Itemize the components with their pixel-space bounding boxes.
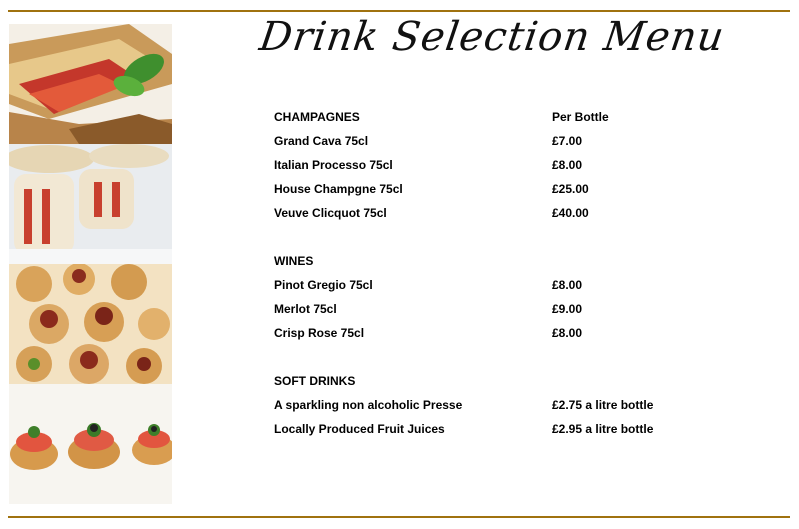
drink-price: £7.00	[552, 134, 583, 148]
drink-name: Grand Cava 75cl	[274, 134, 369, 148]
section-heading: WINES	[274, 254, 314, 268]
pastry-roll-image	[9, 144, 172, 264]
drink-price: £40.00	[552, 206, 589, 220]
drink-price: £2.75 a litre bottle	[552, 398, 654, 412]
drink-price: £9.00	[552, 302, 583, 316]
section-heading: SOFT DRINKS	[274, 374, 356, 388]
drink-name: Merlot 75cl	[274, 302, 337, 316]
drink-name: Veuve Clicquot 75cl	[274, 206, 387, 220]
menu-row	[274, 153, 694, 177]
menu-row	[274, 177, 694, 201]
drink-price: £8.00	[552, 326, 583, 340]
menu-row	[274, 417, 694, 441]
section-price-heading: Per Bottle	[552, 110, 609, 124]
top-divider	[8, 10, 790, 12]
canape-platter-image	[9, 264, 172, 384]
menu-row	[274, 201, 694, 225]
drink-price: £8.00	[552, 158, 583, 172]
section-heading-champagnes	[274, 105, 694, 129]
drink-menu	[274, 105, 694, 441]
page-title: Drink Selection Menu	[256, 14, 728, 60]
menu-row	[274, 393, 694, 417]
section-heading: CHAMPAGNES	[274, 110, 360, 124]
bottom-divider	[8, 516, 790, 518]
food-photo-column	[9, 24, 172, 504]
menu-row	[274, 273, 694, 297]
drink-name: Pinot Gregio 75cl	[274, 278, 373, 292]
drink-name: Crisp Rose 75cl	[274, 326, 365, 340]
drink-name: Italian Processo 75cl	[274, 158, 393, 172]
section-spacer	[274, 345, 694, 369]
drink-price: £2.95 a litre bottle	[552, 422, 654, 436]
section-spacer	[274, 225, 694, 249]
section-heading-soft-drinks	[274, 369, 694, 393]
menu-row	[274, 321, 694, 345]
drink-price: £25.00	[552, 182, 589, 196]
menu-row	[274, 129, 694, 153]
drink-price: £8.00	[552, 278, 583, 292]
panini-sandwich-image	[9, 24, 172, 144]
menu-row	[274, 297, 694, 321]
drink-name: A sparkling non alcoholic Presse	[274, 398, 463, 412]
drink-name: House Champgne 75cl	[274, 182, 403, 196]
drink-name: Locally Produced Fruit Juices	[274, 422, 445, 436]
smoked-salmon-blini-image	[9, 384, 172, 504]
section-heading-wines	[274, 249, 694, 273]
